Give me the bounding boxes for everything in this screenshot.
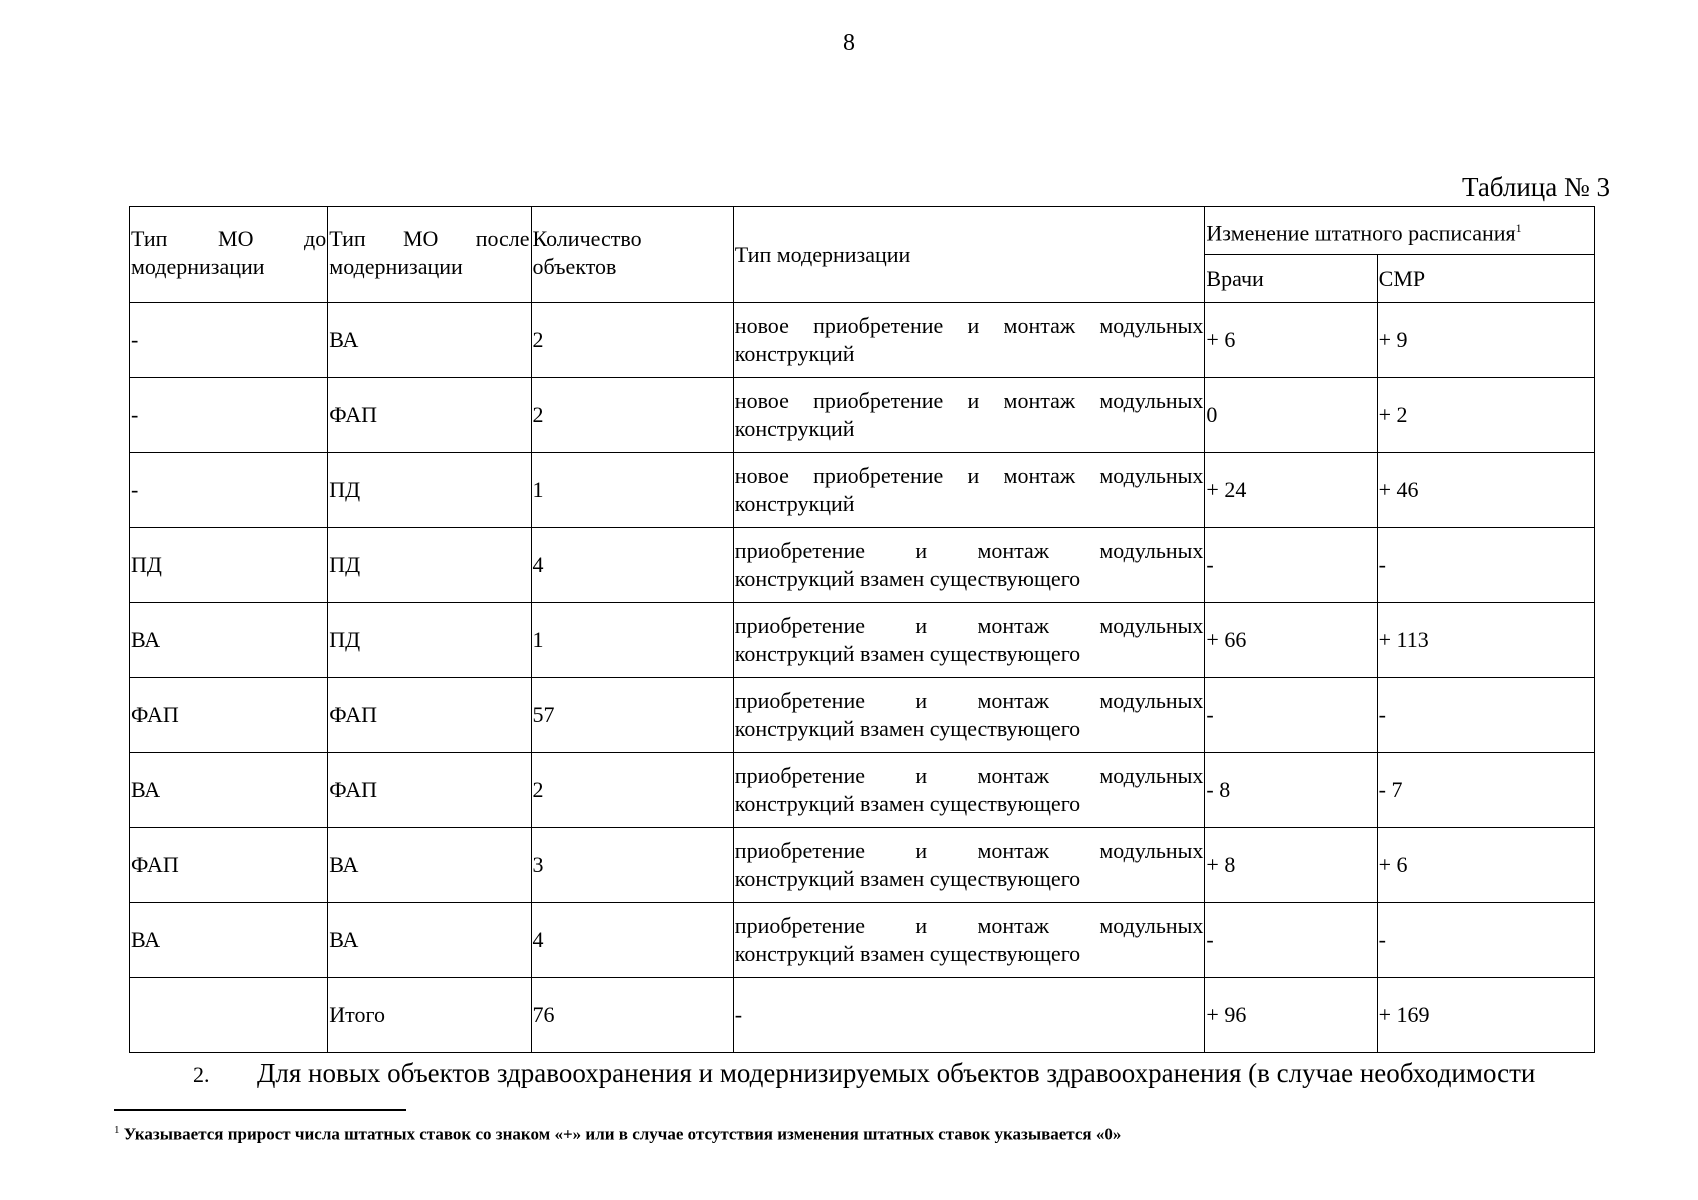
- cell-type-before: ФАП: [130, 678, 328, 753]
- cell-modernization-type-l1: новое приобретение и монтаж модульных: [734, 388, 1204, 413]
- cell-count: 1: [531, 453, 733, 528]
- paragraph-text: Для новых объектов здравоохранения и модернизируемых объектов здравоохранения (в случае необходимости: [257, 1058, 1536, 1088]
- cell-smr: + 2: [1377, 378, 1594, 453]
- cell-modernization-type-l2: конструкций взамен существующего: [734, 641, 1081, 666]
- header-staffing-change: [1205, 207, 1595, 255]
- table-row: [130, 603, 1595, 678]
- total-label: Итого: [328, 978, 531, 1053]
- cell-doctors: 0: [1205, 378, 1377, 453]
- header-smr: СМР: [1377, 255, 1594, 303]
- cell-modernization-type: [733, 378, 1205, 453]
- total-row: [130, 978, 1595, 1053]
- cell-type-after: ФАП: [328, 753, 531, 828]
- cell-type-before: ВА: [130, 603, 328, 678]
- cell-smr: + 46: [1377, 453, 1594, 528]
- cell-smr: -: [1377, 678, 1594, 753]
- cell-count: 1: [531, 603, 733, 678]
- cell-modernization-type-l2: конструкций взамен существующего: [734, 866, 1081, 891]
- table-row: [130, 453, 1595, 528]
- cell-type-before: ПД: [130, 528, 328, 603]
- cell-doctors: -: [1205, 528, 1377, 603]
- footnote: [114, 1124, 1121, 1145]
- cell-doctors: + 6: [1205, 303, 1377, 378]
- header-modernization-type: Тип модернизации: [733, 207, 1205, 303]
- cell-type-before: -: [130, 303, 328, 378]
- header-type-after: [328, 207, 531, 303]
- cell-doctors: - 8: [1205, 753, 1377, 828]
- header-count: [531, 207, 733, 303]
- cell-modernization-type-l1: новое приобретение и монтаж модульных: [734, 463, 1204, 488]
- cell-modernization-type-l1: приобретение и монтаж модульных: [734, 613, 1204, 638]
- header-count-l2: объектов: [532, 254, 617, 279]
- table-row: [130, 378, 1595, 453]
- cell-type-after: ПД: [328, 603, 531, 678]
- total-type-before: [130, 978, 328, 1053]
- cell-type-before: ВА: [130, 753, 328, 828]
- table-row: [130, 753, 1595, 828]
- cell-type-after: ПД: [328, 528, 531, 603]
- cell-modernization-type-l2: конструкций взамен существующего: [734, 941, 1081, 966]
- cell-modernization-type-l1: приобретение и монтаж модульных: [734, 688, 1204, 713]
- cell-doctors: + 24: [1205, 453, 1377, 528]
- table-caption: Таблица № 3: [1462, 172, 1610, 202]
- cell-modernization-type: [733, 753, 1205, 828]
- cell-modernization-type-l2: конструкций: [734, 416, 855, 441]
- cell-modernization-type: [733, 453, 1205, 528]
- table-row: [130, 528, 1595, 603]
- cell-modernization-type-l2: конструкций: [734, 491, 855, 516]
- cell-modernization-type-l1: приобретение и монтаж модульных: [734, 538, 1204, 563]
- cell-type-before: -: [130, 378, 328, 453]
- cell-count: 2: [531, 378, 733, 453]
- cell-type-after: ПД: [328, 453, 531, 528]
- table-row: [130, 903, 1595, 978]
- header-staffing-change-label: Изменение штатного расписания: [1206, 220, 1516, 246]
- header-type-after-l1: Тип МО после: [329, 226, 530, 251]
- cell-count: 4: [531, 903, 733, 978]
- cell-smr: -: [1377, 528, 1594, 603]
- header-row: [130, 207, 1595, 255]
- cell-type-after: ВА: [328, 903, 531, 978]
- total-smr: + 169: [1377, 978, 1594, 1053]
- cell-smr: -: [1377, 903, 1594, 978]
- cell-type-before: ФАП: [130, 828, 328, 903]
- cell-type-after: ФАП: [328, 378, 531, 453]
- cell-doctors: -: [1205, 678, 1377, 753]
- cell-count: 4: [531, 528, 733, 603]
- cell-modernization-type: [733, 828, 1205, 903]
- total-modernization-type: -: [733, 978, 1205, 1053]
- cell-count: 3: [531, 828, 733, 903]
- cell-smr: + 6: [1377, 828, 1594, 903]
- footnote-separator: [114, 1109, 406, 1111]
- cell-smr: - 7: [1377, 753, 1594, 828]
- page-number: 8: [843, 30, 855, 56]
- cell-modernization-type-l2: конструкций: [734, 341, 855, 366]
- cell-modernization-type: [733, 903, 1205, 978]
- header-type-before-l2: модернизации: [131, 254, 265, 279]
- cell-type-after: ФАП: [328, 678, 531, 753]
- cell-modernization-type-l1: приобретение и монтаж модульных: [734, 838, 1204, 863]
- footnote-ref: 1: [1515, 220, 1522, 235]
- footnote-mark: 1: [114, 1124, 120, 1136]
- table-row: [130, 678, 1595, 753]
- cell-type-after: ВА: [328, 828, 531, 903]
- table-row: [130, 303, 1595, 378]
- cell-type-before: -: [130, 453, 328, 528]
- cell-modernization-type-l1: новое приобретение и монтаж модульных: [734, 313, 1204, 338]
- cell-doctors: + 8: [1205, 828, 1377, 903]
- cell-modernization-type: [733, 303, 1205, 378]
- cell-modernization-type-l2: конструкций взамен существующего: [734, 791, 1081, 816]
- header-doctors: Врачи: [1205, 255, 1377, 303]
- cell-modernization-type: [733, 603, 1205, 678]
- cell-doctors: + 66: [1205, 603, 1377, 678]
- cell-modernization-type-l1: приобретение и монтаж модульных: [734, 913, 1204, 938]
- header-type-after-l2: модернизации: [329, 254, 463, 279]
- cell-type-before: ВА: [130, 903, 328, 978]
- cell-doctors: -: [1205, 903, 1377, 978]
- header-count-l1: Количество: [532, 226, 642, 251]
- header-type-before: [130, 207, 328, 303]
- cell-modernization-type: [733, 528, 1205, 603]
- cell-modernization-type-l2: конструкций взамен существующего: [734, 566, 1081, 591]
- cell-type-after: ВА: [328, 303, 531, 378]
- table-row: [130, 828, 1595, 903]
- staffing-table: [129, 206, 1595, 1053]
- total-count: 76: [531, 978, 733, 1053]
- cell-modernization-type-l1: приобретение и монтаж модульных: [734, 763, 1204, 788]
- cell-smr: + 9: [1377, 303, 1594, 378]
- paragraph-number: 2.: [193, 1062, 210, 1087]
- cell-modernization-type: [733, 678, 1205, 753]
- cell-count: 2: [531, 303, 733, 378]
- cell-modernization-type-l2: конструкций взамен существующего: [734, 716, 1081, 741]
- cell-count: 2: [531, 753, 733, 828]
- footnote-text: Указывается прирост числа штатных ставок со знаком «+» или в случае отсутствия изменения штатных ставок указывается «0»: [123, 1124, 1122, 1144]
- header-type-before-l1: Тип МО до: [131, 226, 327, 251]
- cell-count: 57: [531, 678, 733, 753]
- cell-smr: + 113: [1377, 603, 1594, 678]
- total-doctors: + 96: [1205, 978, 1377, 1053]
